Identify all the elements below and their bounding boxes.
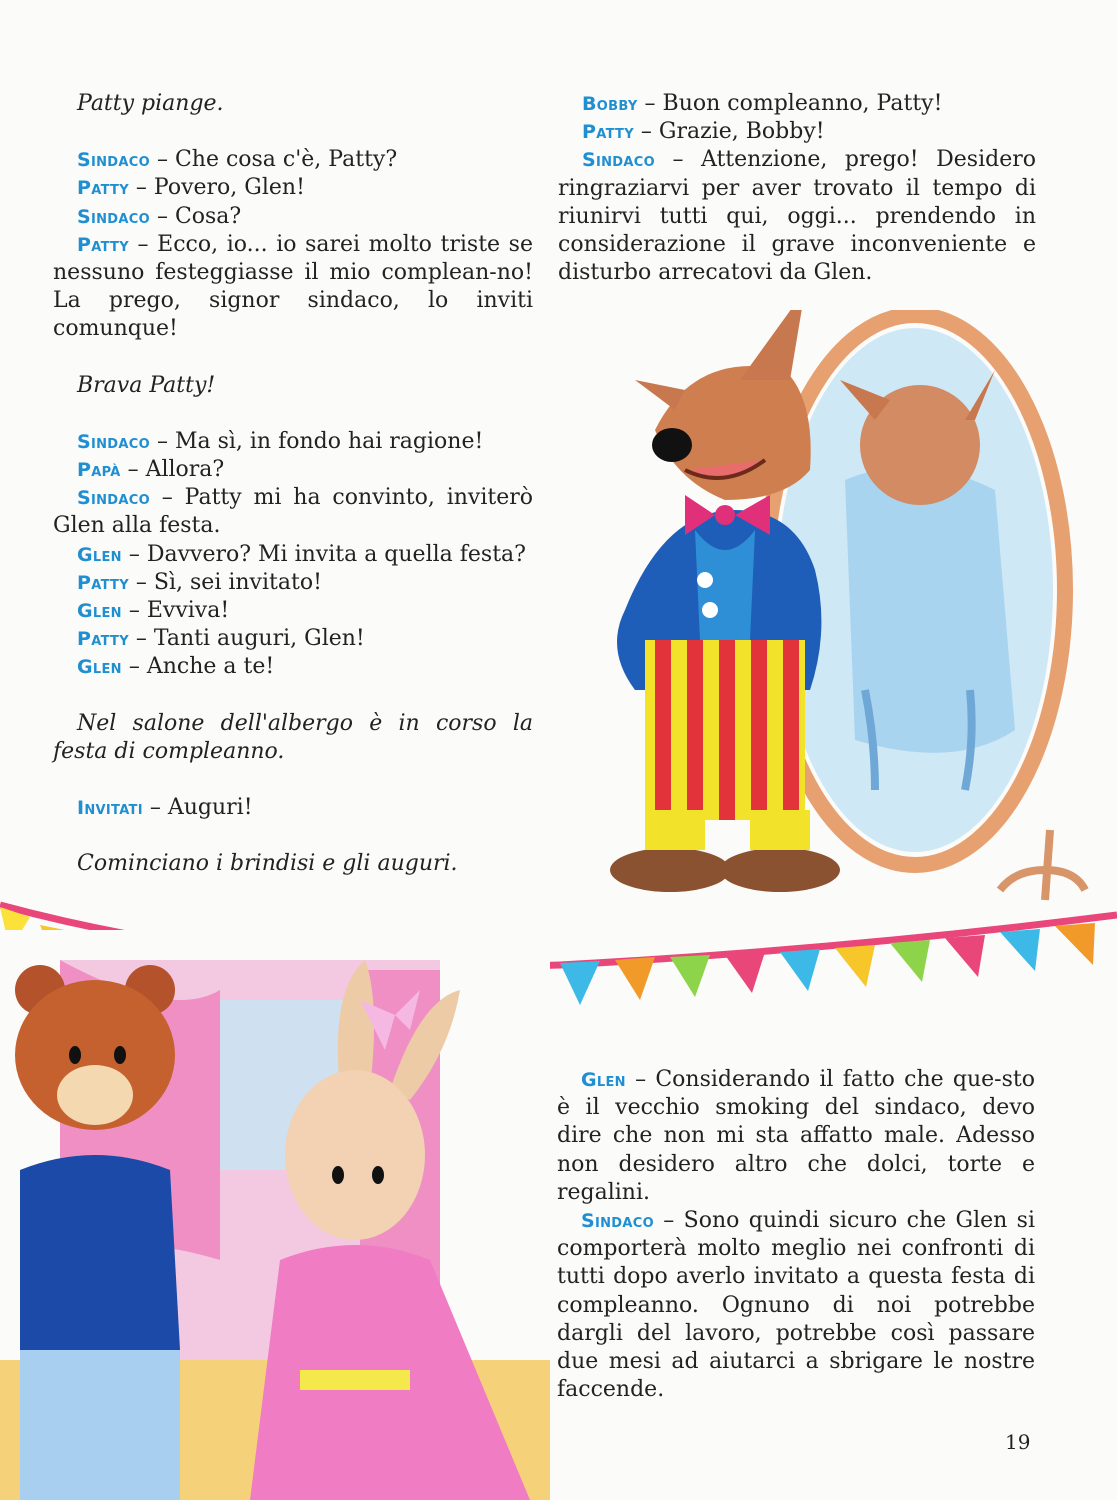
- speaker-name: Patty: [77, 233, 129, 256]
- dialogue-line: Patty – Tanti auguri, Glen!: [77, 626, 365, 652]
- narration: Patty piange.: [77, 91, 224, 116]
- dialogue-line: Sindaco – Patty mi ha convinto, inviterò Glen alla festa.: [53, 485, 533, 539]
- speaker-name: Glen: [77, 656, 122, 679]
- narration: Nel salone dell'albergo è in corso la festa di compleanno.: [53, 710, 533, 764]
- dialogue-line: Invitati – Auguri!: [77, 795, 253, 821]
- dialogue-line: Papà – Allora?: [77, 457, 225, 483]
- speaker-name: Patty: [77, 628, 129, 651]
- dialogue-line: Sindaco – Attenzione, prego! Desidero ringraziarvi per aver trovato il tempo di riunirvi tutti qui, oggi... prendendo in considerazione il grave inconveniente e disturbo arrecatovi da Glen.: [558, 147, 1036, 286]
- speaker-name: Sindaco: [77, 205, 150, 228]
- speaker-name: Sindaco: [77, 430, 150, 453]
- speaker-name: Glen: [77, 600, 122, 623]
- bottom-text-column: [557, 1066, 1035, 1404]
- striped-pants: [645, 640, 805, 820]
- speaker-name: Patty: [77, 571, 129, 594]
- dialogue-line: Glen – Anche a te!: [77, 654, 275, 680]
- speaker-name: Sindaco: [77, 487, 150, 510]
- speaker-name: Patty: [77, 177, 129, 200]
- right-text-column: [558, 90, 1036, 287]
- dialogue-line: Glen – Considerando il fatto che que-sto è il vecchio smoking del sindaco, devo dire che non mi sta affatto male. Adesso non desidero altro che dolci, torte e regalini.: [557, 1067, 1035, 1205]
- bear-character: [15, 965, 180, 1500]
- narration: Brava Patty!: [77, 372, 216, 398]
- dialogue-line: Patty – Grazie, Bobby!: [582, 119, 825, 145]
- speaker-name: Papà: [77, 459, 121, 482]
- speaker-name: Glen: [581, 1069, 626, 1091]
- dialogue-line: Patty – Povero, Glen!: [77, 175, 305, 201]
- fox-mirror-illustration: [575, 310, 1095, 910]
- dialogue-line: Bobby – Buon compleanno, Patty!: [582, 91, 943, 116]
- dialogue-line: Sindaco – Cosa?: [77, 203, 242, 229]
- speaker-name: Glen: [77, 543, 122, 566]
- dialogue-line: Patty – Ecco, io... io sarei molto triste se nessuno festeggiasse il mio complean-no! La prego, signor sindaco, lo inviti comunque!: [53, 231, 533, 342]
- dialogue-line: Patty – Sì, sei invitato!: [77, 569, 322, 595]
- left-text-column: [53, 90, 533, 878]
- speaker-name: Sindaco: [77, 149, 150, 172]
- dialogue-line: Sindaco – Sono quindi sicuro che Glen si comporterà molto meglio nei confronti di tutti dopo averlo invitato a questa festa di compleanno. Ognuno di noi potrebbe dargli del lavoro, potrebbe così passare due mesi ad aiutarci a sbrigare le nostre faccende.: [557, 1208, 1035, 1403]
- speaker-name: Bobby: [582, 93, 638, 115]
- dialogue-line: Sindaco – Ma sì, in fondo hai ragione!: [77, 428, 484, 454]
- page-number: 19: [1005, 1430, 1031, 1454]
- birthday-party-illustration: [0, 930, 550, 1500]
- speaker-name: Invitati: [77, 797, 143, 820]
- speaker-name: Sindaco: [581, 1210, 654, 1233]
- dialogue-line: Glen – Evviva!: [77, 598, 230, 624]
- narration: Cominciano i brindisi e gli auguri.: [77, 851, 458, 877]
- speaker-name: Patty: [582, 121, 634, 144]
- dialogue-line: Glen – Davvero? Mi invita a quella festa?: [77, 541, 526, 567]
- dialogue-line: Sindaco – Che cosa c'è, Patty?: [77, 147, 398, 173]
- speaker-name: Sindaco: [582, 149, 655, 172]
